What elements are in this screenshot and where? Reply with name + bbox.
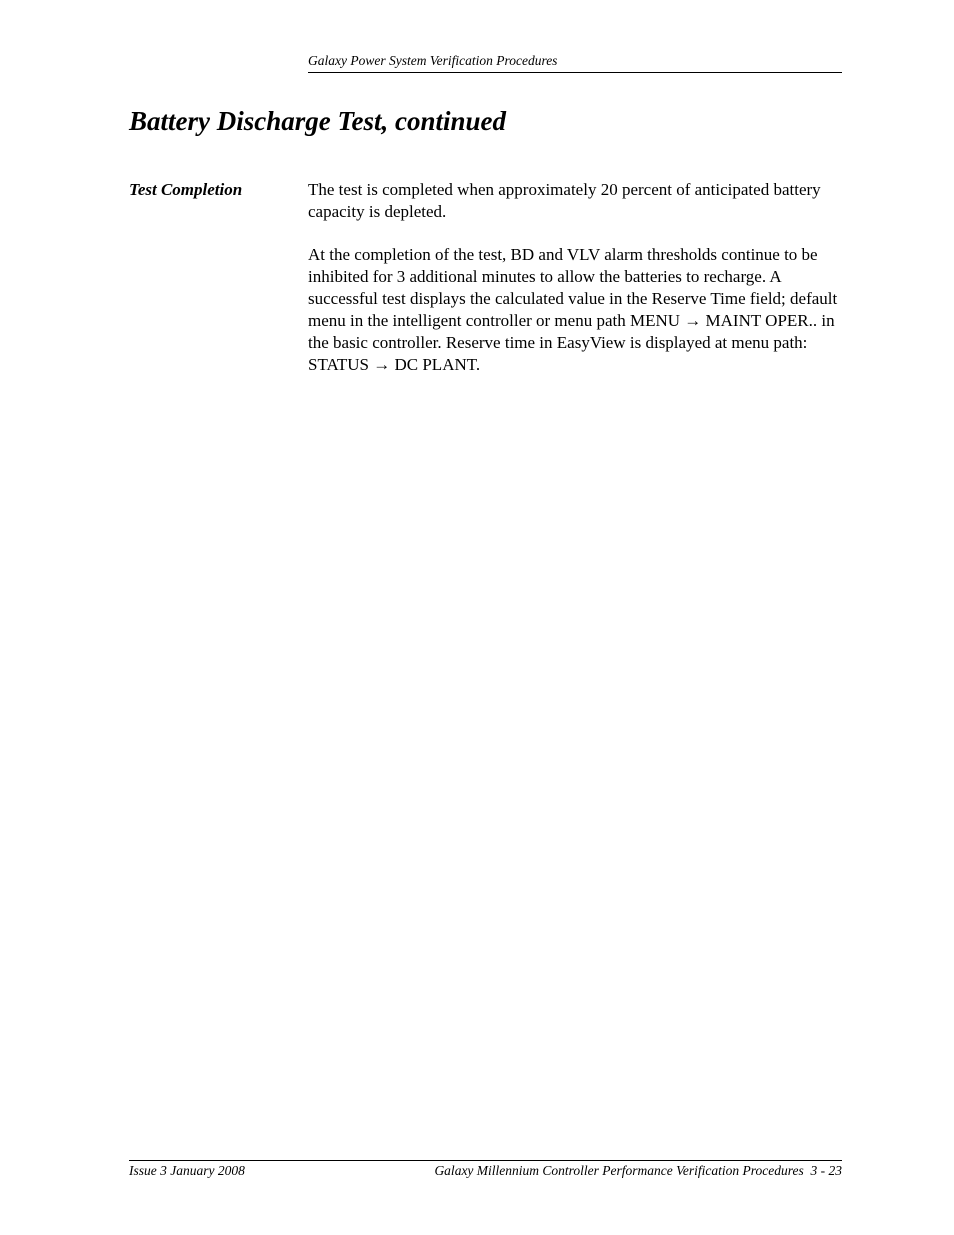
running-header-title: Galaxy Power System Verification Procedures bbox=[308, 53, 558, 68]
footer-divider bbox=[129, 1160, 842, 1161]
footer-document-title: Galaxy Millennium Controller Performance Verification Procedures bbox=[434, 1163, 804, 1178]
side-heading-test-completion: Test Completion bbox=[129, 180, 243, 199]
footer-issue: Issue 3 January 2008 bbox=[129, 1163, 245, 1178]
paragraph-test-completion-results: At the completion of the test, BD and VLV alarm thresholds continue to be inhibited for 3 additional minutes to allow the batteries to recharge. A successful test displays the calculated value in the Reserve Time field; default menu in the intelligent controller or menu path MENU → MAINT OPER.. in the basic controller. Reserve time in EasyView is displayed at menu path: STATUS → DC PLANT. bbox=[308, 245, 838, 374]
page-number: 3 - 23 bbox=[810, 1163, 842, 1178]
section-title: Battery Discharge Test, continued bbox=[129, 106, 507, 136]
running-header bbox=[308, 52, 842, 73]
paragraph-test-completion-threshold: The test is completed when approximately 20 percent of anticipated battery capacity is depleted. bbox=[308, 180, 821, 221]
body-text-column bbox=[308, 179, 848, 397]
footer-document-info bbox=[434, 1162, 842, 1180]
